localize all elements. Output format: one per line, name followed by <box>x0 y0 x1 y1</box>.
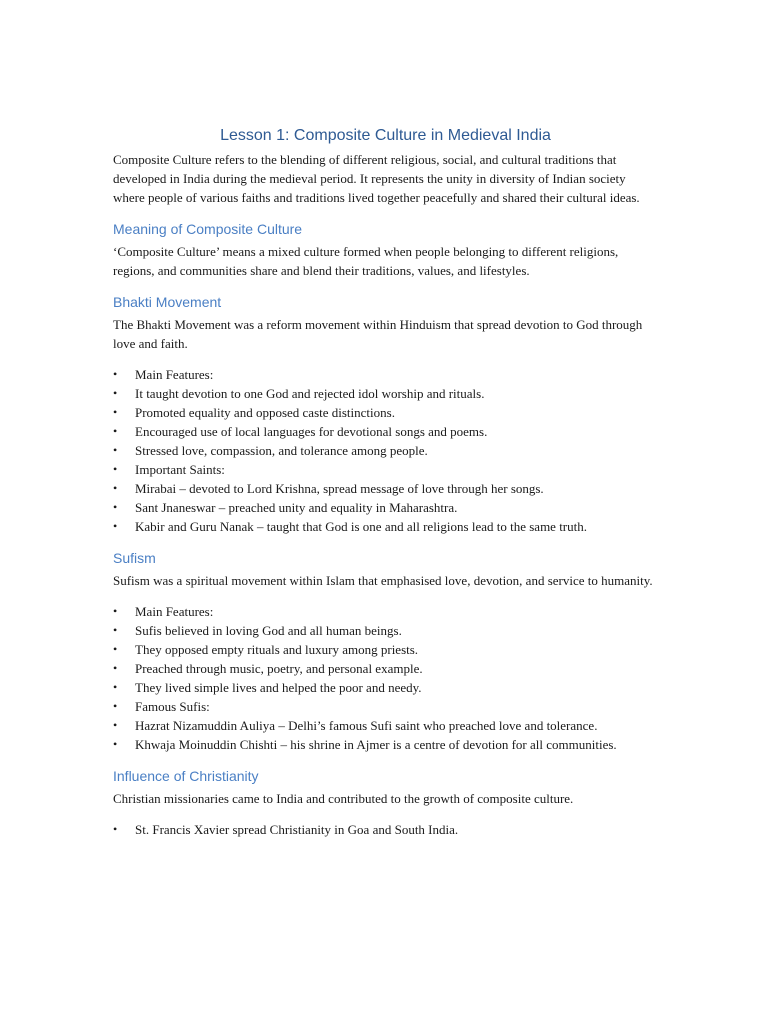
list-item: • Khwaja Moinuddin Chishti – his shrine in Ajmer is a centre of devotion for all communities. <box>113 737 617 752</box>
bullet-icon: • <box>113 424 118 438</box>
christianity-paragraph: Christian missionaries came to India and contributed to the growth of composite culture. <box>113 791 574 806</box>
list-item: • Important Saints: <box>113 462 225 477</box>
list-item: • St. Francis Xavier spread Christianity in Goa and South India. <box>113 822 459 837</box>
list-item: • Sant Jnaneswar – preached unity and equality in Maharashtra. <box>113 500 458 515</box>
list-item: • Main Features: <box>113 604 214 619</box>
list-item: • Mirabai – devoted to Lord Krishna, spread message of love through her songs. <box>113 481 544 496</box>
bullet-icon: • <box>113 500 118 514</box>
list-item: • It taught devotion to one God and rejected idol worship and rituals. <box>113 386 485 401</box>
bullet-icon: • <box>113 680 118 694</box>
list-item: • Main Features: <box>113 367 214 382</box>
heading-bhakti: Bhakti Movement <box>113 294 222 310</box>
meaning-paragraph: ‘Composite Culture’ means a mixed culture formed when people belonging to different religions, regions, and communities share and blend their traditions, values, and lifestyles. <box>113 244 619 278</box>
bullet-icon: • <box>113 699 118 713</box>
document-page <box>113 126 658 839</box>
bullet-icon: • <box>113 443 118 457</box>
list-item: • Hazrat Nizamuddin Auliya – Delhi’s famous Sufi saint who preached love and tolerance. <box>113 718 598 733</box>
sufism-bullet-list <box>113 602 658 754</box>
bullet-icon: • <box>113 481 118 495</box>
list-item: • Stressed love, compassion, and tolerance among people. <box>113 443 428 458</box>
list-item: • Sufis believed in loving God and all human beings. <box>113 623 402 638</box>
bullet-icon: • <box>113 661 118 675</box>
bullet-icon: • <box>113 386 118 400</box>
bullet-icon: • <box>113 737 118 751</box>
list-item: • Promoted equality and opposed caste distinctions. <box>113 405 395 420</box>
list-item: • They lived simple lives and helped the poor and needy. <box>113 680 422 695</box>
bullet-icon: • <box>113 604 118 618</box>
bullet-icon: • <box>113 367 118 381</box>
christianity-bullet-list <box>113 820 658 839</box>
bullet-icon: • <box>113 822 118 836</box>
bullet-icon: • <box>113 642 118 656</box>
list-item: • Encouraged use of local languages for devotional songs and poems. <box>113 424 488 439</box>
list-item: • Famous Sufis: <box>113 699 210 714</box>
bullet-icon: • <box>113 623 118 637</box>
bhakti-bullet-list <box>113 365 658 536</box>
page-title: Lesson 1: Composite Culture in Medieval India <box>220 127 551 144</box>
bullet-icon: • <box>113 462 118 476</box>
list-item: • They opposed empty rituals and luxury among priests. <box>113 642 419 657</box>
heading-sufism: Sufism <box>113 550 156 566</box>
heading-christianity: Influence of Christianity <box>113 768 259 784</box>
heading-meaning: Meaning of Composite Culture <box>113 221 303 237</box>
sufism-paragraph: Sufism was a spiritual movement within Islam that emphasised love, devotion, and service to humanity. <box>113 573 653 588</box>
bullet-icon: • <box>113 718 118 732</box>
bullet-icon: • <box>113 519 118 533</box>
intro-paragraph: Composite Culture refers to the blending of different religious, social, and cultural traditions that developed in India during the medieval period. It represents the unity in diversity of Indian society where people of various faiths and traditions lived together peacefully and shared their cultural ideas. <box>113 152 640 205</box>
bullet-icon: • <box>113 405 118 419</box>
list-item: • Kabir and Guru Nanak – taught that God is one and all religions lead to the same truth. <box>113 519 587 534</box>
bhakti-paragraph: The Bhakti Movement was a reform movement within Hinduism that spread devotion to God through love and faith. <box>113 317 643 351</box>
list-item: • Preached through music, poetry, and personal example. <box>113 661 423 676</box>
